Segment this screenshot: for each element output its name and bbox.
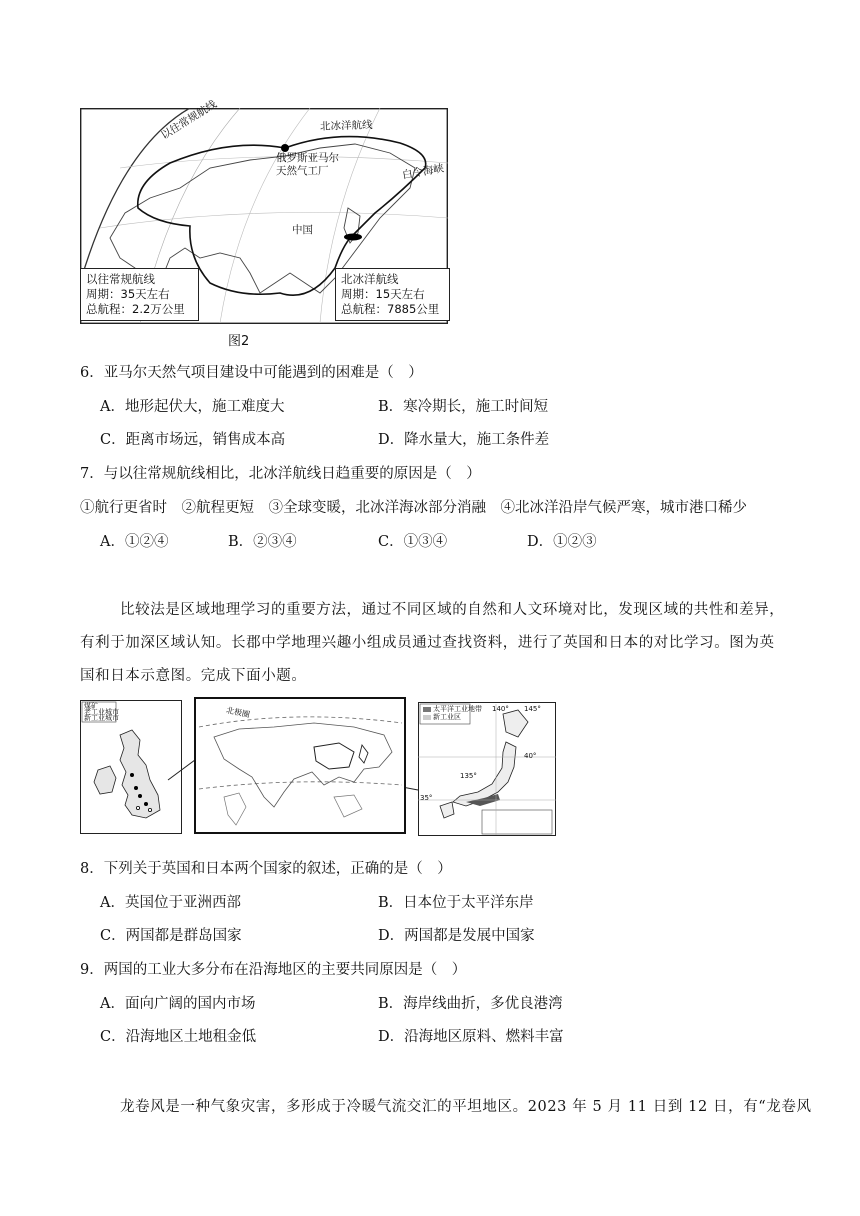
lon-135-label: 135° — [460, 772, 477, 780]
plant-label: 俄罗斯亚马尔 天然气工厂 — [276, 152, 339, 177]
conventional-route-label: 以往常规航线 — [159, 98, 219, 142]
passage-2-line-3: 国和日本示意图。完成下面小题。 — [80, 668, 307, 684]
q6-option-b: B．寒冷期长，施工时间短 — [378, 399, 549, 415]
world-map-svg — [194, 697, 406, 834]
passage-2-line-2: 有利于加深区域认知。长郡中学地理兴趣小组成员通过查找资料，进行了英国和日本的对比学习。图为英 — [80, 635, 775, 651]
figure-caption: 图2 — [228, 334, 250, 349]
q8-option-d: D．两国都是发展中国家 — [378, 928, 535, 944]
q7-option-c: C．①③④ — [378, 534, 448, 550]
legend-arctic: 北冰洋航线 周期：15天左右 总航程：7885公里 — [335, 268, 450, 321]
q6-option-a: A．地形起伏大，施工难度大 — [100, 399, 285, 415]
japan-legend: 太平洋工业地带 新工业区 — [433, 705, 482, 721]
q9-option-c: C．沿海地区土地租金低 — [100, 1029, 257, 1045]
question-9-stem: 9．两国的工业大多分布在沿海地区的主要共同原因是（ ） — [80, 962, 467, 978]
q6-option-c: C．距离市场远，销售成本高 — [100, 432, 286, 448]
legend-conventional: 以往常规航线 周期：35天左右 总航程：2.2万公里 — [80, 268, 199, 321]
japan-map — [418, 702, 556, 836]
q8-option-b: B．日本位于太平洋东岸 — [378, 895, 534, 911]
q6-option-d: D．降水量大，施工条件差 — [378, 432, 550, 448]
lat-35-label: 35° — [420, 794, 433, 802]
q8-option-a: A．英国位于亚洲西部 — [100, 895, 241, 911]
lat-40-label: 40° — [524, 752, 537, 760]
lon-140-label: 140° — [492, 705, 509, 713]
q9-option-d: D．沿海地区原料、燃料丰富 — [378, 1029, 564, 1045]
q8-option-c: C．两国都是群岛国家 — [100, 928, 242, 944]
q9-option-a: A．面向广阔的国内市场 — [100, 996, 256, 1012]
strait-label: 白令海峡 — [401, 162, 445, 182]
china-label: 中国 — [292, 224, 313, 236]
figure-2-map — [80, 98, 448, 324]
q7-option-d: D．①②③ — [527, 534, 597, 550]
uk-legend: 煤矿 老工业城市 新工业城市 — [84, 702, 119, 722]
japan-map-svg — [418, 702, 556, 836]
arctic-route-label: 北冰洋航线 — [319, 119, 373, 133]
question-6-stem: 6．亚马尔天然气项目建设中可能遇到的困难是（ ） — [80, 365, 423, 381]
arctic-circle-label: 北极圈 — [225, 705, 251, 720]
world-map — [194, 697, 406, 834]
q7-option-a: A．①②④ — [100, 534, 169, 550]
q7-option-b: B．②③④ — [228, 534, 297, 550]
question-8-stem: 8．下列关于英国和日本两个国家的叙述，正确的是（ ） — [80, 861, 452, 877]
q9-option-b: B．海岸线曲折，多优良港湾 — [378, 996, 563, 1012]
passage-2-line-1: 比较法是区域地理学习的重要方法，通过不同区域的自然和人文环境对比，发现区域的共性和差异， — [120, 602, 785, 618]
question-7-statements: ①航行更省时 ②航程更短 ③全球变暖，北冰洋海冰部分消融 ④北冰洋沿岸气候严寒，城市港口稀少 — [80, 500, 747, 516]
question-7-stem: 7．与以往常规航线相比，北冰洋航线日趋重要的原因是（ ） — [80, 466, 481, 482]
lon-145-label: 145° — [524, 705, 541, 713]
passage-3-line-1: 龙卷风是一种气象灾害，多形成于冷暖气流交汇的平坦地区。2023 年 5 月 11 日到 12 日，有“龙卷风 — [120, 1099, 812, 1115]
